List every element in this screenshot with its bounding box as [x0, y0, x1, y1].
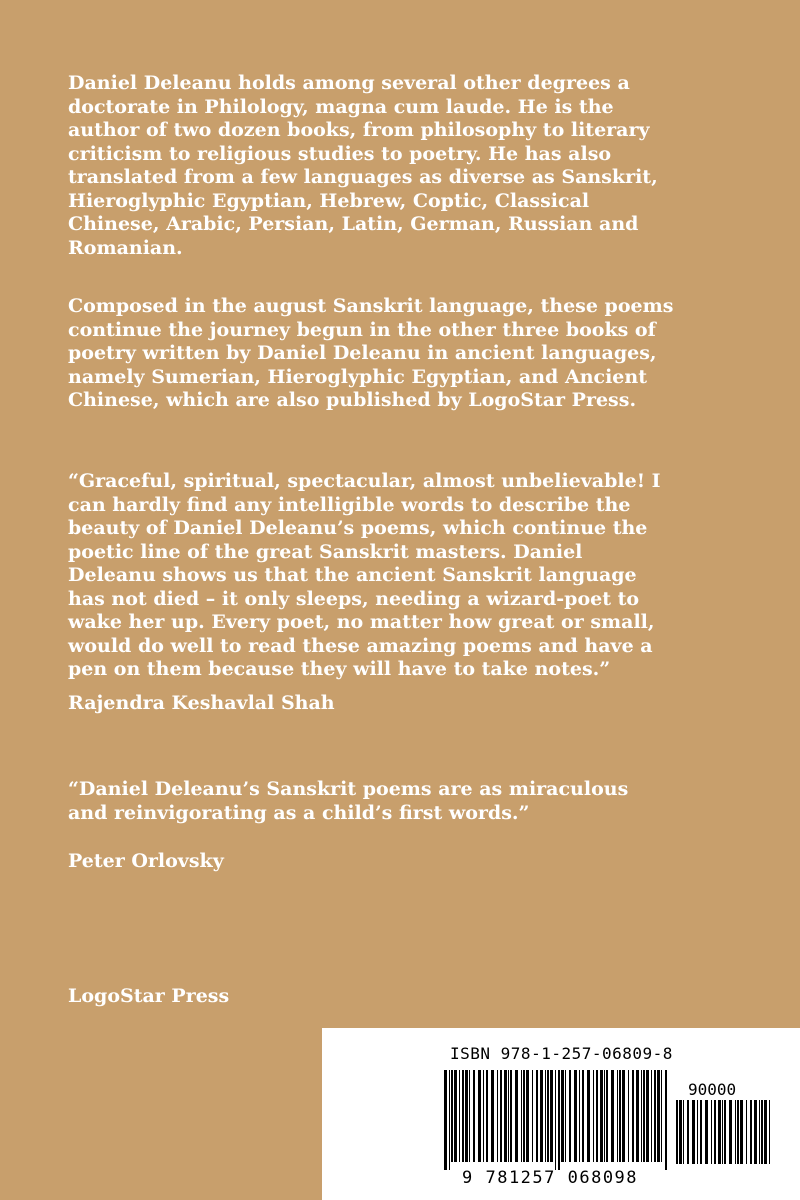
barcode-bar: [646, 1070, 649, 1162]
barcode-bar: [497, 1070, 498, 1162]
barcode-bar: [692, 1100, 695, 1164]
barcode-bar: [687, 1100, 689, 1164]
barcode-bar: [532, 1070, 533, 1162]
barcode-bar: [737, 1100, 739, 1164]
barcode-bar: [521, 1070, 522, 1162]
barcode-bar: [579, 1070, 580, 1162]
barcode-bar: [628, 1070, 629, 1162]
barcode-bar: [606, 1070, 608, 1162]
barcode-bar: [754, 1100, 757, 1164]
barcode-bar: [465, 1070, 468, 1162]
barcode-bar: [661, 1070, 662, 1162]
barcode-bar: [611, 1070, 614, 1162]
barcode-bar: [587, 1070, 590, 1162]
barcode-bar: [462, 1070, 464, 1162]
barcode-bar: [596, 1070, 598, 1162]
barcode-bar: [735, 1100, 736, 1164]
barcode-bar: [469, 1070, 470, 1162]
review-quote-1: “Graceful, spiritual, spectacular, almost unbelievable! I can hardly find any intelligible words to describe the beauty of Daniel Deleanu’s poems, which continue the poetic line of the great Sanskrit masters. Daniel Deleanu shows us that the ancient Sanskrit language has not died – it only sleeps, needing a wizard-poet to wake her up. Every poet, no matter how great or small, would do well to read these amazing poems and have a pen on them because they will have to take notes.”: [68, 470, 661, 680]
barcode-bar: [483, 1070, 484, 1162]
barcode-bar: [526, 1070, 529, 1162]
barcode-bar: [619, 1070, 621, 1162]
review-quote-2: “Daniel Deleanu’s Sanskrit poems are as miraculous and reinvigorating as a child’s first words.”: [68, 778, 629, 824]
barcode-bar: [750, 1100, 752, 1164]
barcode-bar: [683, 1100, 684, 1164]
review-author-2: Peter Orlovsky: [68, 850, 224, 872]
isbn-label: ISBN 978-1-257-06809-8: [450, 1044, 673, 1063]
price-code: 90000: [688, 1080, 737, 1099]
barcode-bar: [654, 1070, 656, 1162]
barcode-bar: [729, 1100, 732, 1164]
price-barcode: [674, 1100, 774, 1172]
barcode-bar: [574, 1070, 577, 1162]
isbn-barcode: [442, 1070, 672, 1170]
barcode-bar: [759, 1100, 760, 1164]
barcode-bar: [515, 1070, 518, 1162]
barcode-bar: [718, 1100, 721, 1164]
barcode-bar: [547, 1070, 549, 1162]
barcode-bar: [740, 1100, 743, 1164]
barcode-bar: [569, 1070, 571, 1162]
barcode-bar: [600, 1070, 603, 1162]
author-bio: Daniel Deleanu holds among several other degrees a doctorate in Philology, magna cum laude. He is the author of two dozen books, from philosophy to literary criticism to religious studies to poetry. He has also translated from a few languages as diverse as Sanskrit, Hieroglyphic Egyptian, Hebrew, Coptic, Classical Chinese, Arabic, Persian, Latin, German, Russian and Romanian.: [68, 72, 658, 259]
book-description: Composed in the august Sanskrit language, these poems continue the journey begun in the other three books of poetry written by Daniel Deleanu in ancient languages, namely Sumerian, Hieroglyphic Egyptian, and Ancient Chinese, which are also published by LogoStar Press.: [68, 295, 674, 411]
barcode-bar: [676, 1100, 678, 1164]
barcode-bar: [561, 1070, 564, 1162]
barcode-bar: [459, 1070, 460, 1162]
barcode-bar: [761, 1100, 763, 1164]
barcode-bar: [504, 1070, 507, 1162]
barcode-bar: [486, 1070, 488, 1162]
barcode-bar: [523, 1070, 525, 1162]
barcode-bar: [500, 1070, 502, 1162]
barcode-bar: [714, 1100, 716, 1164]
barcode-bar: [550, 1070, 553, 1162]
barcode-bar: [679, 1100, 682, 1164]
barcode-bar: [764, 1100, 767, 1164]
barcode-digits: 9 781257 068098: [462, 1168, 639, 1188]
barcode-bar: [558, 1070, 560, 1170]
barcode-bar: [665, 1070, 667, 1170]
barcode-bar: [700, 1100, 702, 1164]
barcode-bar: [508, 1070, 509, 1162]
barcode-bar: [632, 1070, 634, 1162]
barcode-bar: [478, 1070, 481, 1162]
barcode-bar: [711, 1100, 712, 1164]
barcode-bar: [724, 1100, 726, 1164]
barcode-bar: [604, 1070, 605, 1162]
barcode-bar: [636, 1070, 639, 1162]
barcode-bar: [657, 1070, 660, 1162]
barcode-bar: [746, 1100, 747, 1164]
publisher-name: LogoStar Press: [68, 985, 230, 1007]
barcode-bar: [697, 1100, 698, 1164]
barcode-bar: [643, 1070, 645, 1162]
barcode-bar: [565, 1070, 566, 1162]
barcode-bar: [705, 1100, 708, 1164]
barcode-bar: [722, 1100, 723, 1164]
barcode-bar: [769, 1100, 770, 1164]
barcode-bar: [622, 1070, 625, 1162]
barcode-bar: [545, 1070, 546, 1162]
barcode-bar: [473, 1070, 475, 1162]
barcode-bar: [491, 1070, 494, 1162]
barcode-panel: [322, 1028, 800, 1200]
barcode-bar: [593, 1070, 594, 1162]
barcode-bar: [651, 1070, 652, 1162]
barcode-bar: [444, 1070, 447, 1170]
barcode-bar: [555, 1070, 556, 1170]
barcode-bar: [536, 1070, 538, 1162]
barcode-bar: [582, 1070, 584, 1162]
barcode-bar: [449, 1070, 450, 1170]
barcode-bar: [510, 1070, 512, 1162]
barcode-bar: [454, 1070, 457, 1162]
barcode-bar: [451, 1070, 453, 1162]
barcode-bar: [617, 1070, 618, 1162]
review-author-1: Rajendra Keshavlal Shah: [68, 692, 335, 714]
barcode-bar: [641, 1070, 642, 1162]
barcode-bar: [540, 1070, 543, 1162]
